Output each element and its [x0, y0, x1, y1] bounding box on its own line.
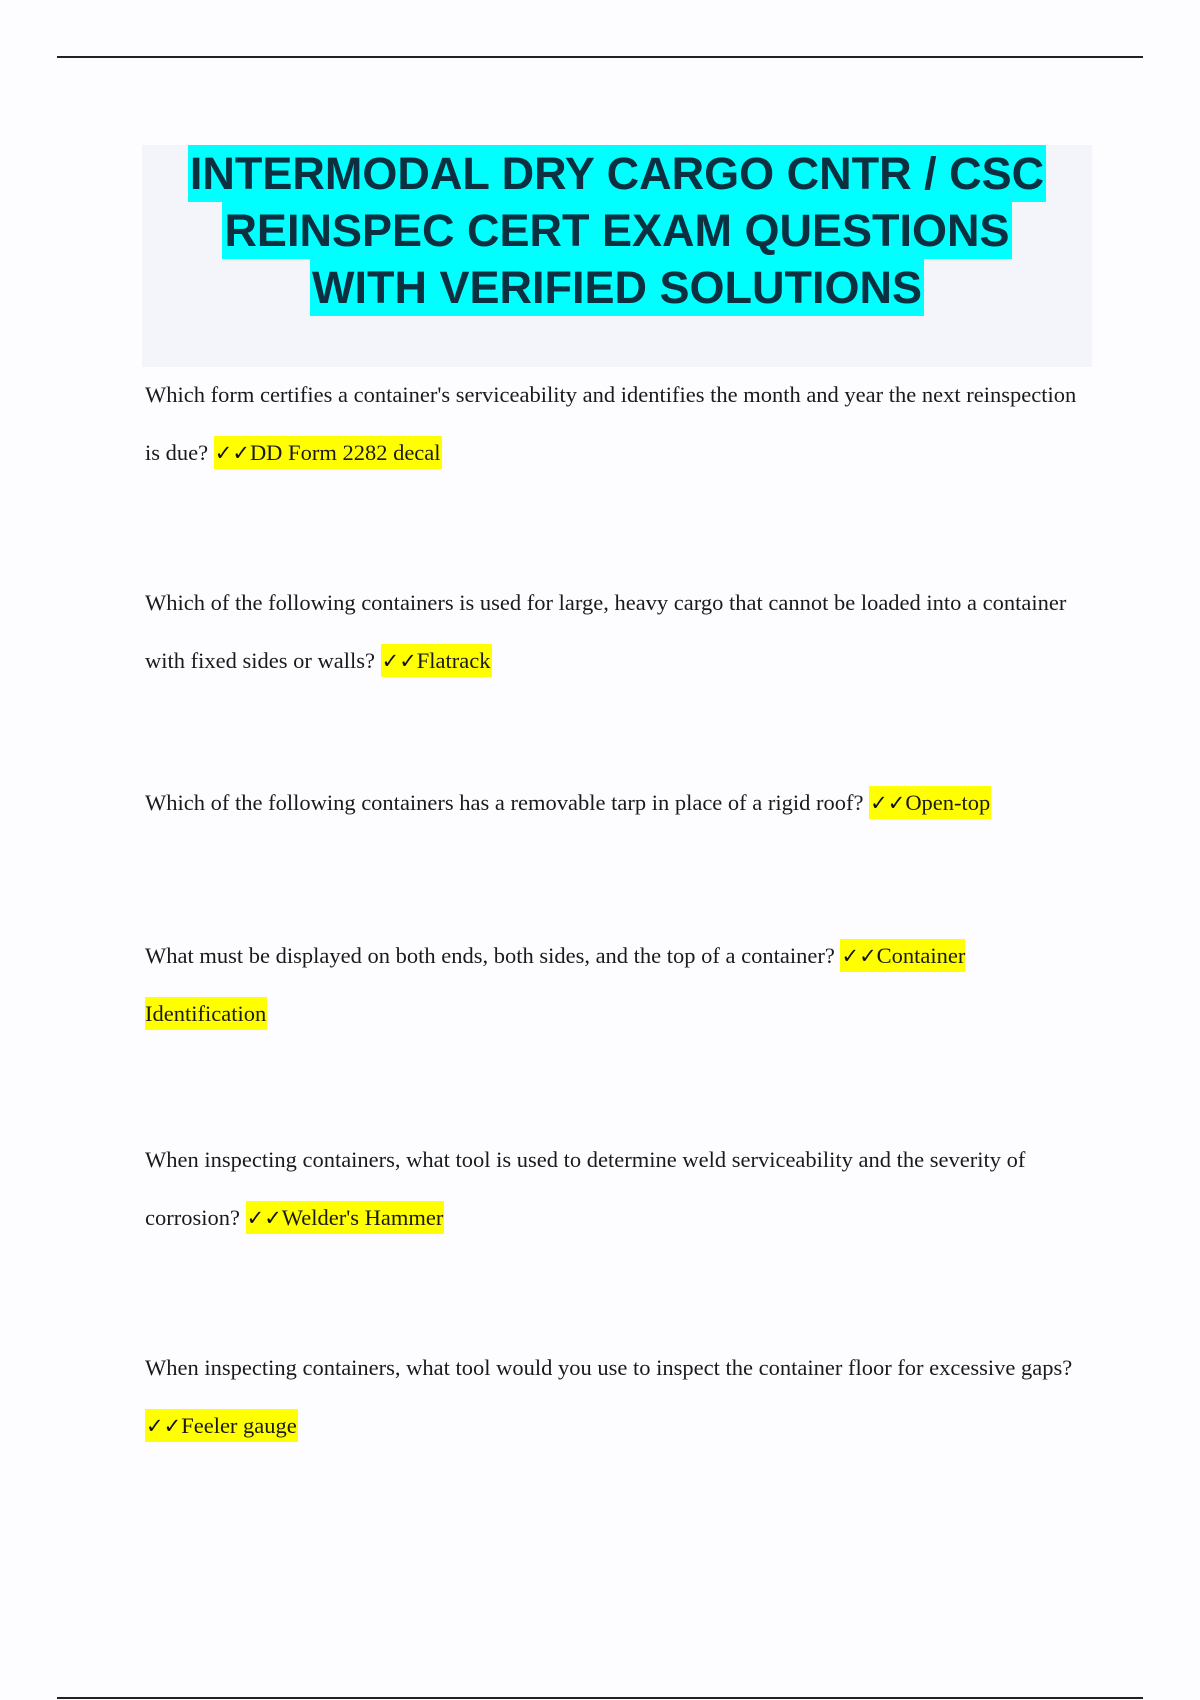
- answer-text: Flatrack: [416, 648, 491, 673]
- double-check-icon: ✓✓: [214, 441, 250, 465]
- qa-item: [145, 1131, 1090, 1247]
- answer-text: Welder's Hammer: [281, 1205, 444, 1230]
- answer-highlight: [869, 786, 991, 819]
- double-check-icon: ✓✓: [146, 1414, 182, 1438]
- double-check-icon: ✓✓: [841, 944, 877, 968]
- bottom-rule: [57, 1697, 1143, 1699]
- qa-item: [145, 574, 1090, 690]
- answer-highlight: [246, 1201, 445, 1234]
- title-line: REINSPEC CERT EXAM QUESTIONS: [142, 202, 1092, 259]
- question-text: Which form certifies a container's serviceability and identifies the month and year the next reinspection is due?: [145, 382, 1077, 465]
- title-line: INTERMODAL DRY CARGO CNTR / CSC: [142, 145, 1092, 202]
- qa-item: [145, 774, 1090, 832]
- question-text: When inspecting containers, what tool would you use to inspect the container floor for excessive gaps?: [145, 1355, 1073, 1380]
- top-rule: [57, 56, 1143, 58]
- question-text: When inspecting containers, what tool is used to determine weld serviceability and the severity of corrosion?: [145, 1147, 1026, 1230]
- question-text: What must be displayed on both ends, both sides, and the top of a container?: [145, 943, 835, 968]
- qa-item: [145, 366, 1090, 482]
- answer-highlight: [145, 1409, 298, 1442]
- question-text: Which of the following containers has a removable tarp in place of a rigid roof?: [145, 790, 864, 815]
- double-check-icon: ✓✓: [870, 791, 906, 815]
- title-line: WITH VERIFIED SOLUTIONS: [142, 259, 1092, 316]
- answer-highlight: [214, 436, 442, 469]
- answer-text: Feeler gauge: [181, 1413, 297, 1438]
- answer-highlight: [381, 644, 492, 677]
- answer-text: DD Form 2282 decal: [249, 440, 441, 465]
- document-title: [142, 145, 1092, 367]
- qa-item: [145, 927, 1090, 1043]
- question-text: Which of the following containers is used for large, heavy cargo that cannot be loaded into a container with fixed sides or walls?: [145, 590, 1067, 673]
- qa-item: [145, 1339, 1090, 1455]
- answer-text: Container Identification: [145, 943, 966, 1026]
- answer-text: Open-top: [905, 790, 991, 815]
- double-check-icon: ✓✓: [381, 649, 417, 673]
- double-check-icon: ✓✓: [246, 1206, 282, 1230]
